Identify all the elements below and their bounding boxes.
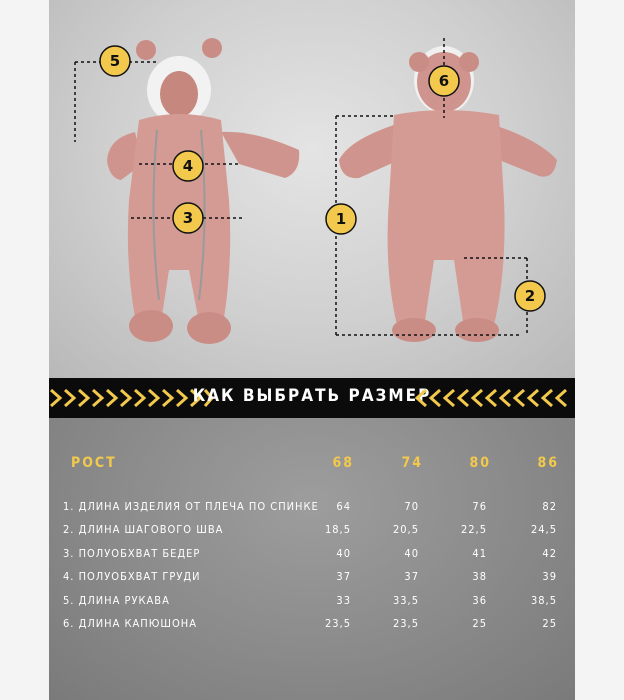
cell: 76 <box>472 500 487 513</box>
cell: 37 <box>336 570 351 583</box>
cell: 25 <box>542 617 557 630</box>
row-label: 3. ПОЛУОБХВАТ БЕДЕР <box>63 547 201 560</box>
product-illustration <box>49 0 575 378</box>
cell: 23,5 <box>392 617 419 630</box>
section-title: КАК ВЫБРАТЬ РАЗМЕР <box>192 386 432 406</box>
cell: 22,5 <box>460 523 487 536</box>
table-header-row <box>49 455 575 473</box>
cell: 64 <box>336 500 351 513</box>
table-row <box>49 617 575 635</box>
cell: 24,5 <box>530 523 557 536</box>
size-86: 86 <box>537 455 559 471</box>
cell: 41 <box>472 547 487 560</box>
row-label: 1. ДЛИНА ИЗДЕЛИЯ ОТ ПЛЕЧА ПО СПИНКЕ <box>63 500 319 513</box>
row-label: 5. ДЛИНА РУКАВА <box>63 594 170 607</box>
size-table <box>49 418 575 700</box>
cell: 39 <box>542 570 557 583</box>
cell: 40 <box>404 547 419 560</box>
marker-5 <box>100 46 130 76</box>
svg-text:1: 1 <box>335 210 347 228</box>
svg-text:2: 2 <box>524 287 536 305</box>
marker-4 <box>173 151 203 181</box>
size-74: 74 <box>401 455 423 471</box>
cell: 37 <box>404 570 419 583</box>
cell: 18,5 <box>324 523 351 536</box>
cell: 23,5 <box>324 617 351 630</box>
table-row <box>49 523 575 541</box>
cell: 33 <box>336 594 351 607</box>
marker-6 <box>429 66 459 96</box>
size-guide-page <box>49 0 575 700</box>
svg-text:4: 4 <box>182 157 194 175</box>
cell: 38,5 <box>530 594 557 607</box>
row-label: 6. ДЛИНА КАПЮШОНА <box>63 617 198 630</box>
svg-text:3: 3 <box>182 209 194 227</box>
cell: 82 <box>542 500 557 513</box>
size-80: 80 <box>469 455 491 471</box>
jumpsuit-diagram <box>49 0 575 378</box>
height-header: РОСТ <box>71 455 117 471</box>
section-banner <box>49 378 575 418</box>
marker-3 <box>173 203 203 233</box>
cell: 20,5 <box>392 523 419 536</box>
table-row <box>49 570 575 588</box>
chevron-right-decoration <box>415 387 575 409</box>
marker-2 <box>515 281 545 311</box>
table-row <box>49 500 575 518</box>
size-68: 68 <box>332 455 354 471</box>
table-row <box>49 547 575 565</box>
cell: 25 <box>472 617 487 630</box>
jumpsuit-front-image <box>107 38 299 344</box>
cell: 38 <box>472 570 487 583</box>
cell: 33,5 <box>392 594 419 607</box>
table-row <box>49 594 575 612</box>
svg-text:5: 5 <box>109 52 121 70</box>
row-label: 2. ДЛИНА ШАГОВОГО ШВА <box>63 523 224 536</box>
row-label: 4. ПОЛУОБХВАТ ГРУДИ <box>63 570 201 583</box>
cell: 40 <box>336 547 351 560</box>
cell: 70 <box>404 500 419 513</box>
cell: 42 <box>542 547 557 560</box>
cell: 36 <box>472 594 487 607</box>
svg-text:6: 6 <box>438 72 450 90</box>
marker-1 <box>326 204 356 234</box>
